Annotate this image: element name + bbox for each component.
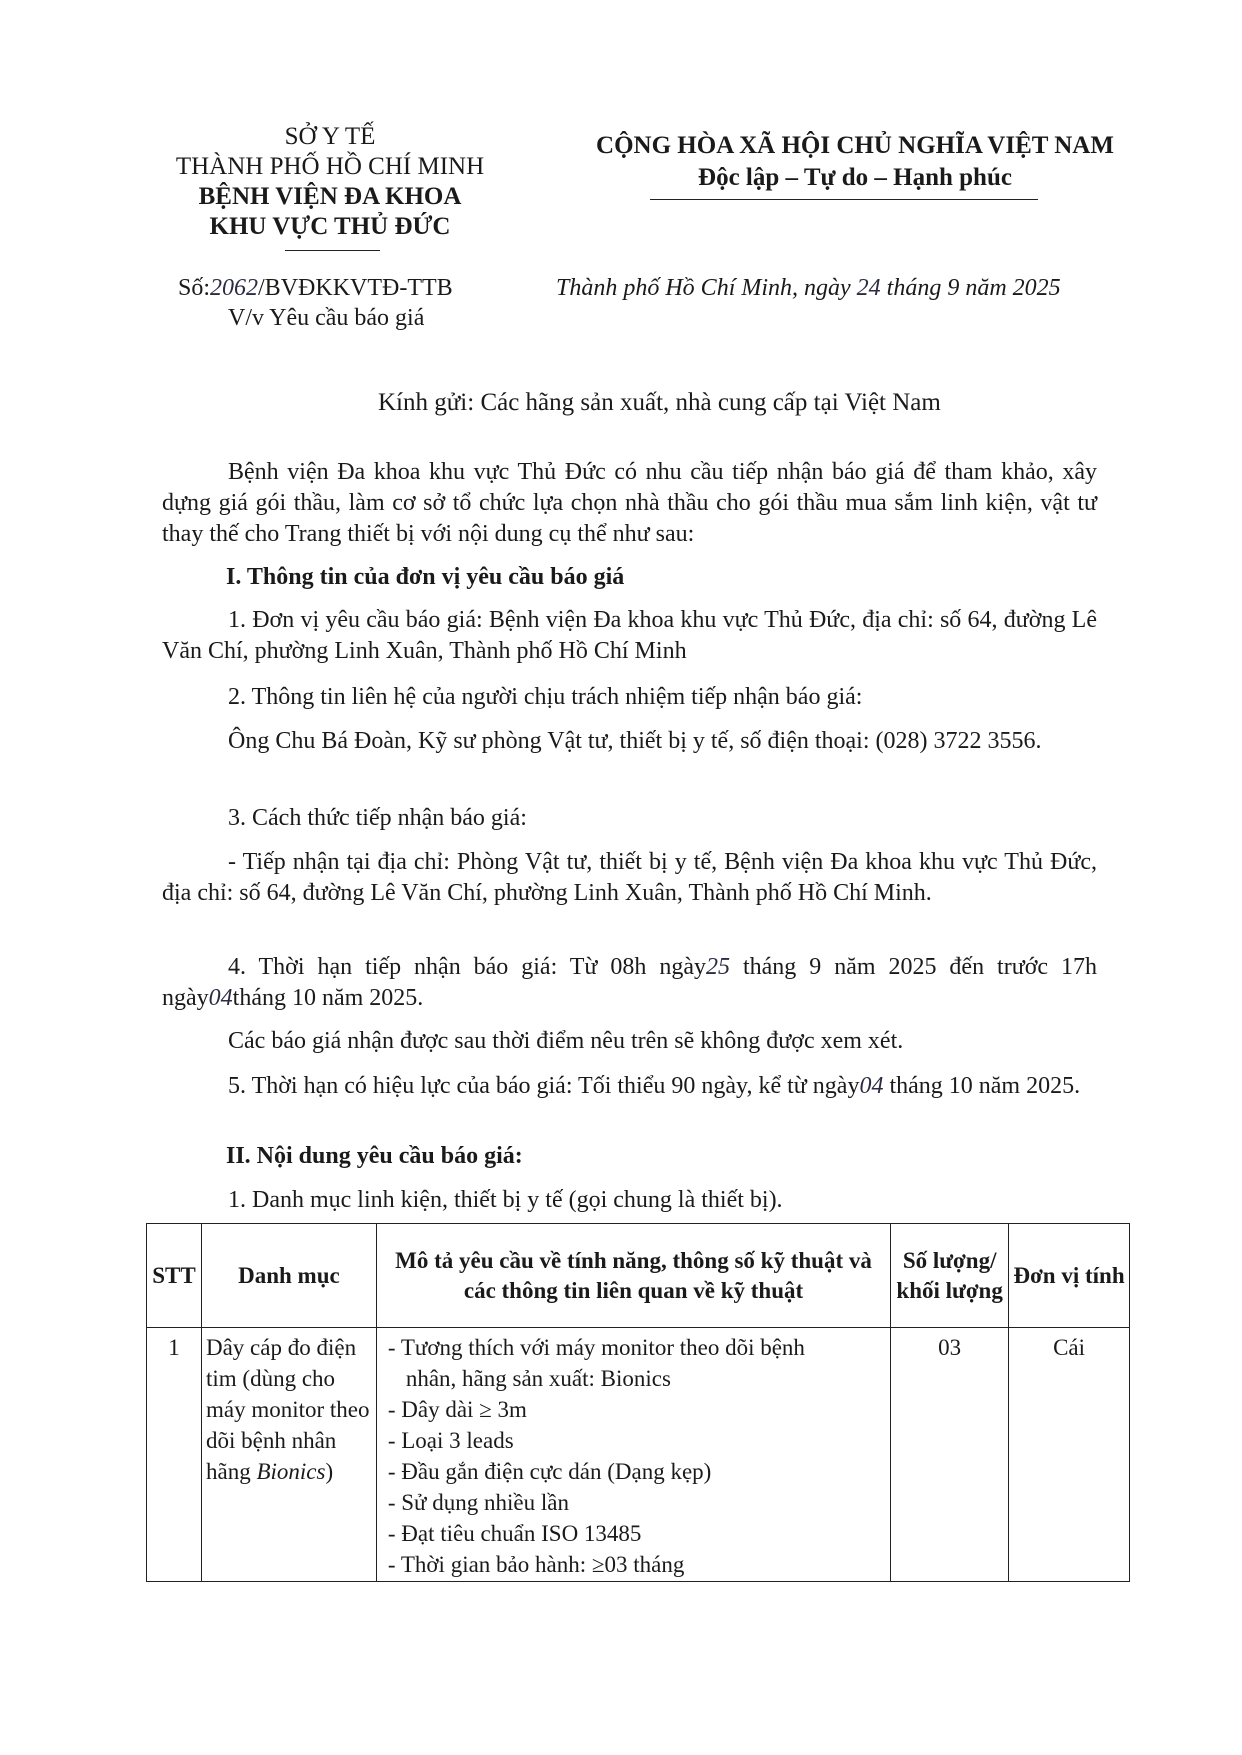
issuer-line-3: BỆNH VIỆN ĐA KHOA — [198, 183, 462, 210]
date-handwritten-day: 24 — [856, 275, 881, 301]
national-title: CỘNG HÒA XÃ HỘI CHỦ NGHĨA VIỆT NAM — [596, 132, 1114, 159]
header-name: Danh mục — [201, 1224, 376, 1328]
national-motto: Độc lập – Tự do – Hạnh phúc — [698, 164, 1012, 191]
item-5-handwritten-day: 04 — [859, 1073, 884, 1099]
table-header-row — [147, 1224, 1130, 1328]
contact-info: Ông Chu Bá Đoàn, Kỹ sư phòng Vật tư, thiết bị y tế, số điện thoại: (028) 3722 3556. — [228, 728, 1042, 754]
issuer-line-4: KHU VỰC THỦ ĐỨC — [209, 213, 451, 240]
desc-line: - Đạt tiêu chuẩn ISO 13485 — [387, 1521, 642, 1546]
row-quantity: 03 — [891, 1328, 1009, 1582]
intro-paragraph: Bệnh viện Đa khoa khu vực Thủ Đức có nhu cầu tiếp nhận báo giá để tham khảo, xây dựng giá gói thầu, làm cơ sở tổ chức lựa chọn nhà thầu cho gói thầu mua sắm linh kiện, vật tư thay thế cho Trang thiết bị với nội dung cụ thể như sau: — [162, 459, 1097, 547]
section-2-item-1: 1. Danh mục linh kiện, thiết bị y tế (gọi chung là thiết bị). — [228, 1187, 783, 1213]
date-prefix: Thành phố Hồ Chí Minh, ngày — [556, 275, 857, 301]
item-name-brand: Bionics — [256, 1459, 326, 1484]
header-stt: STT — [147, 1224, 202, 1328]
national-header — [560, 130, 1150, 194]
header-quantity: Số lượng/ khối lượng — [891, 1224, 1009, 1328]
row-stt: 1 — [147, 1328, 202, 1582]
recipient: Kính gửi: Các hãng sản xuất, nhà cung cấp tại Việt Nam — [378, 389, 941, 416]
motto-underline — [650, 199, 1038, 200]
item-5-text-a: 5. Thời hạn có hiệu lực của báo giá: Tối thiểu 90 ngày, kể từ ngày — [228, 1073, 860, 1099]
item-name-close: ) — [325, 1459, 334, 1484]
row-item-name — [201, 1328, 376, 1582]
desc-line: - Đầu gắn điện cực dán (Dạng kẹp) — [387, 1459, 712, 1484]
section-1-item-3: 3. Cách thức tiếp nhận báo giá: — [228, 805, 527, 831]
issue-date — [556, 275, 1061, 302]
header-description: Mô tả yêu cầu về tính năng, thông số kỹ thuật và các thông tin liên quan về kỹ thuật — [376, 1224, 890, 1328]
item-4-text-c: tháng 10 năm 2025. — [232, 985, 424, 1011]
section-1-title: I. Thông tin của đơn vị yêu cầu báo giá — [226, 564, 625, 590]
table-row — [147, 1328, 1130, 1582]
header-unit: Đơn vị tính — [1009, 1224, 1130, 1328]
desc-line: - Sử dụng nhiều lần — [387, 1490, 569, 1515]
item-name-text: Dây cáp đo điện tim (dùng cho máy monitor theo dõi bệnh nhân hãng — [205, 1335, 370, 1484]
desc-line: - Dây dài ≥ 3m — [387, 1397, 527, 1422]
section-1-item-2: 2. Thông tin liên hệ của người chịu trách nhiệm tiếp nhận báo giá: — [228, 684, 863, 710]
reference-number — [178, 275, 453, 302]
desc-line: - Tương thích với máy monitor theo dõi bệnh — [387, 1335, 805, 1360]
section-1-item-5 — [162, 1071, 1097, 1102]
reference-prefix: Số: — [178, 275, 211, 301]
row-description — [376, 1328, 890, 1582]
reference-suffix: /BVĐKKVTĐ-TTB — [258, 275, 453, 301]
desc-line: nhân, hãng sản xuất: Bionics — [405, 1366, 671, 1391]
date-suffix: tháng 9 năm 2025 — [880, 275, 1061, 301]
section-1-item-4 — [162, 952, 1097, 1014]
desc-line: - Thời gian bảo hành: ≥03 tháng — [387, 1552, 685, 1577]
issuer-line-2: THÀNH PHỐ HỒ CHÍ MINH — [175, 153, 485, 180]
issuer-header — [150, 122, 510, 242]
desc-line: - Loại 3 leads — [387, 1428, 514, 1453]
item-4-handwritten-day-2: 04 — [208, 985, 233, 1011]
item-4-handwritten-day-1: 25 — [706, 954, 731, 980]
issuer-line-1: SỞ Y TẾ — [284, 123, 376, 150]
equipment-table — [146, 1223, 1130, 1582]
reference-subject: V/v Yêu cầu báo giá — [228, 305, 425, 331]
late-quote-note: Các báo giá nhận được sau thời điểm nêu trên sẽ không được xem xét. — [228, 1028, 904, 1054]
section-1-item-1: 1. Đơn vị yêu cầu báo giá: Bệnh viện Đa khoa khu vực Thủ Đức, địa chỉ: số 64, đường Lê Văn Chí, phường Linh Xuân, Thành phố Hồ Chí Minh — [162, 607, 1097, 664]
item-4-text-a: 4. Thời hạn tiếp nhận báo giá: Từ 08h ngày — [228, 954, 707, 980]
item-5-text-b: tháng 10 năm 2025. — [883, 1073, 1081, 1099]
issuer-underline — [285, 250, 380, 251]
section-2-title: II. Nội dung yêu cầu báo giá: — [226, 1143, 523, 1169]
item-4-text-b: tháng 9 năm 2025 đến trước 17h ngày — [162, 954, 1098, 1011]
row-unit: Cái — [1009, 1328, 1130, 1582]
reference-handwritten-number: 2062 — [210, 275, 259, 301]
section-1-item-3-detail: - Tiếp nhận tại địa chỉ: Phòng Vật tư, thiết bị y tế, Bệnh viện Đa khoa khu vực Thủ Đức, địa chỉ: số 64, đường Lê Văn Chí, phường Linh Xuân, Thành phố Hồ Chí Minh. — [162, 849, 1097, 906]
